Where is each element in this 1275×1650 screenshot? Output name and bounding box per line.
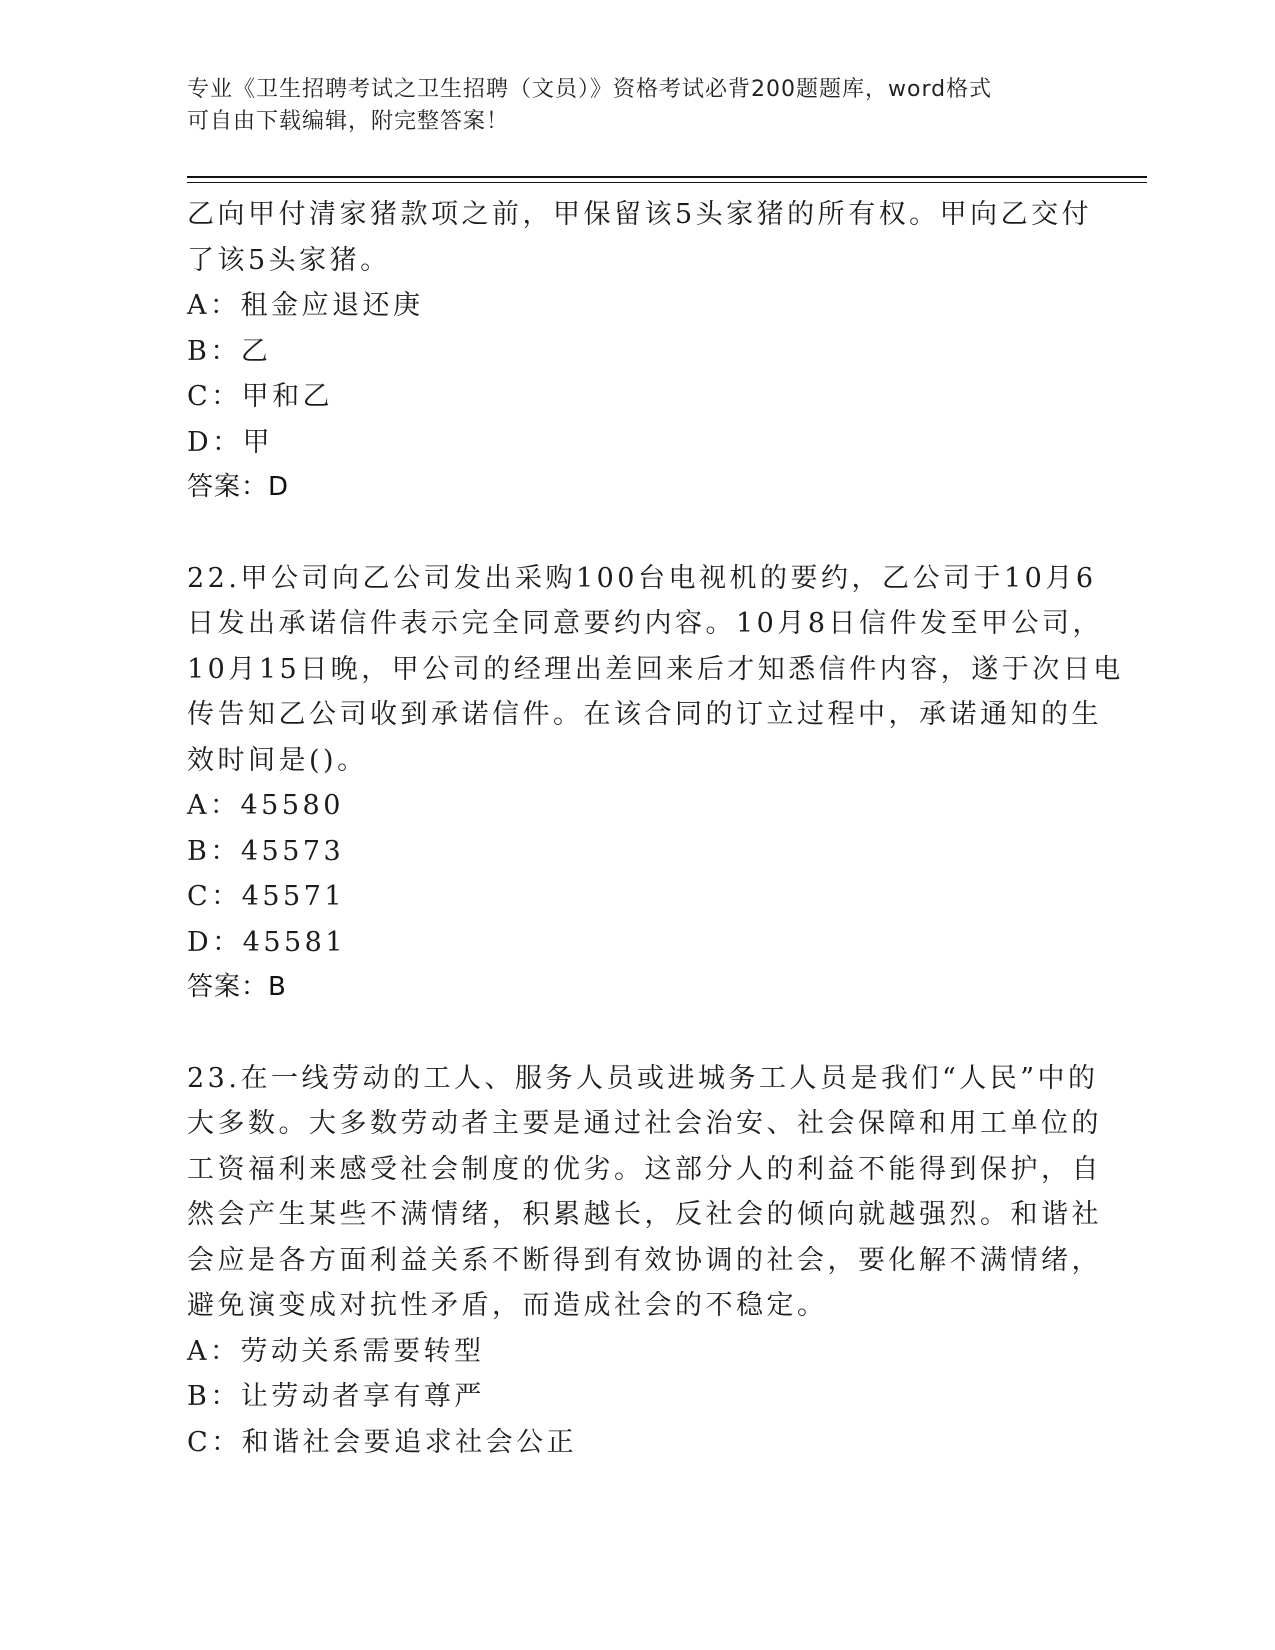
- option-d: D：甲: [187, 426, 274, 458]
- question-text-line: 23.在一线劳动的工人、服务人员或进城务工人员是我们“人民”中的: [187, 1062, 1099, 1094]
- answer-label: 答案：B: [187, 972, 287, 1002]
- option-a: A：45580: [187, 790, 344, 821]
- header-title-line-1: 专业《卫生招聘考试之卫生招聘（文员）》资格考试必背200题题库，word格式: [187, 77, 993, 102]
- question-text-line: 会应是各方面利益关系不断得到有效协调的社会，要化解不满情绪，: [187, 1244, 1102, 1276]
- question-23: [187, 1056, 1102, 1466]
- answer-label: 答案：D: [187, 472, 290, 502]
- question-text-line: 乙向甲付清家猪款项之前，甲保留该5头家猪的所有权。甲向乙交付: [187, 199, 1093, 230]
- question-spacer: [187, 1011, 1087, 1056]
- question-spacer: [187, 511, 1087, 556]
- question-21-continued: [187, 192, 1093, 511]
- option-d: D：45581: [187, 926, 347, 958]
- header-title-line-2: 可自由下载编辑，附完整答案！: [187, 109, 510, 134]
- question-text-line: 10月15日晚，甲公司的经理出差回来后才知悉信件内容，遂于次日电: [187, 653, 1124, 685]
- question-text-line: 大多数。大多数劳动者主要是通过社会治安、社会保障和用工单位的: [187, 1108, 1102, 1139]
- option-a: A：租金应退还庚: [187, 290, 424, 321]
- question-text-line: 避免演变成对抗性矛盾，而造成社会的不稳定。: [187, 1290, 828, 1321]
- option-b: B：让劳动者享有尊严: [187, 1381, 485, 1412]
- question-text-line: 日发出承诺信件表示完全同意要约内容。10月8日信件发至甲公司，: [187, 608, 1104, 639]
- question-text-line: 了该5头家猪。: [187, 244, 391, 276]
- question-22: [187, 556, 1124, 1011]
- question-text-line: 工资福利来感受社会制度的优劣。这部分人的利益不能得到保护，自: [187, 1153, 1102, 1185]
- question-text-line: 效时间是()。: [187, 744, 368, 776]
- question-text-line: 22.甲公司向乙公司发出采购100台电视机的要约，乙公司于10月6: [187, 562, 1097, 594]
- option-c: C：甲和乙: [187, 381, 334, 412]
- question-text-line: 传告知乙公司收到承诺信件。在该合同的订立过程中，承诺通知的生: [187, 699, 1102, 730]
- option-b: B：45573: [187, 835, 345, 867]
- document-header: [187, 74, 1067, 138]
- document-body: [187, 192, 1124, 1465]
- option-b: B：乙: [187, 335, 272, 367]
- question-text-line: 然会产生某些不满情绪，积累越长，反社会的倾向就越强烈。和谐社: [187, 1199, 1102, 1230]
- header-divider: [187, 176, 1147, 183]
- option-a: A：劳动关系需要转型: [187, 1335, 485, 1367]
- option-c: C：45571: [187, 881, 346, 912]
- option-c: C：和谐社会要追求社会公正: [187, 1426, 578, 1458]
